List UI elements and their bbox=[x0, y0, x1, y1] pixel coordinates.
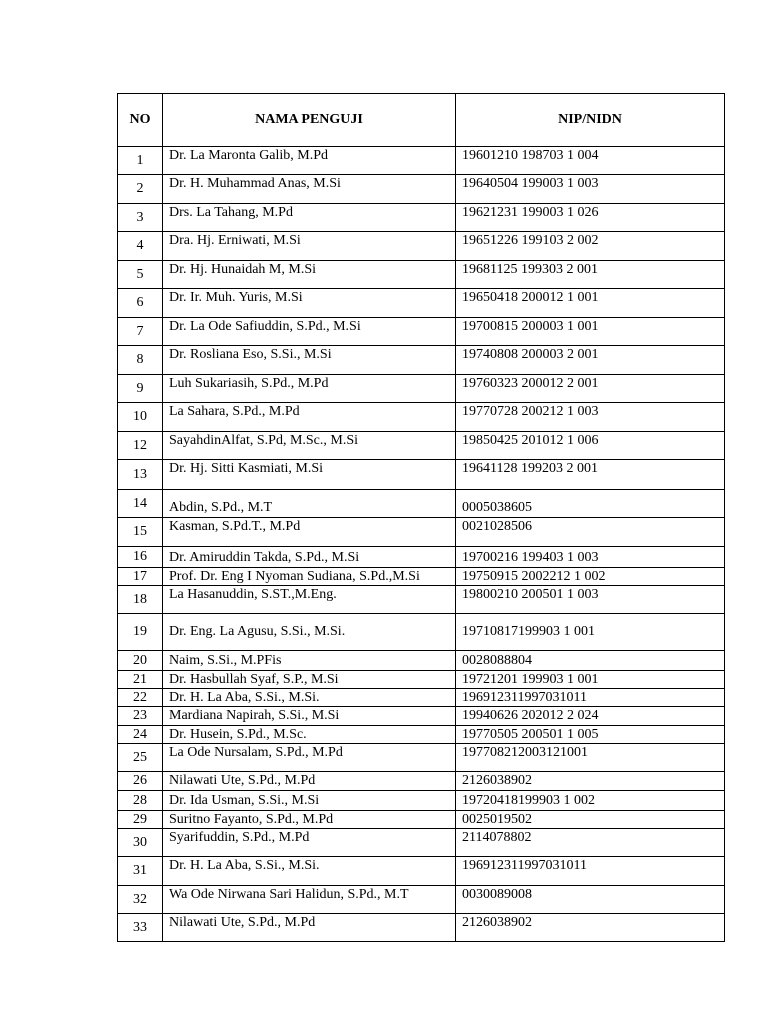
table-row bbox=[118, 403, 725, 432]
cell-no: 21 bbox=[118, 671, 163, 689]
cell-name: La Ode Nursalam, S.Pd., M.Pd bbox=[163, 744, 456, 772]
cell-nip: 19740808 200003 2 001 bbox=[456, 346, 725, 375]
cell-name: Dr. Eng. La Agusu, S.Si., M.Si. bbox=[163, 614, 456, 651]
cell-no: 7 bbox=[118, 318, 163, 346]
cell-nip: 2126038902 bbox=[456, 772, 725, 791]
cell-no: 9 bbox=[118, 375, 163, 403]
cell-nip: 19940626 202012 2 024 bbox=[456, 707, 725, 726]
table-row bbox=[118, 261, 725, 289]
cell-no: 15 bbox=[118, 518, 163, 547]
cell-name: Dr. Ir. Muh. Yuris, M.Si bbox=[163, 289, 456, 318]
cell-name: Wa Ode Nirwana Sari Halidun, S.Pd., M.T bbox=[163, 886, 456, 914]
table-row bbox=[118, 346, 725, 375]
cell-nip: 19681125 199303 2 001 bbox=[456, 261, 725, 289]
cell-no: 28 bbox=[118, 791, 163, 811]
cell-nip: 19750915 2002212 1 002 bbox=[456, 568, 725, 586]
cell-nip: 196912311997031011 bbox=[456, 857, 725, 886]
table-row bbox=[118, 671, 725, 689]
table-row bbox=[118, 232, 725, 261]
table-row bbox=[118, 772, 725, 791]
cell-nip: 0005038605 bbox=[456, 490, 725, 518]
cell-nip: 0030089008 bbox=[456, 886, 725, 914]
cell-name: Dr. Ida Usman, S.Si., M.Si bbox=[163, 791, 456, 811]
cell-name: Syarifuddin, S.Pd., M.Pd bbox=[163, 829, 456, 857]
cell-name: Dr. Amiruddin Takda, S.Pd., M.Si bbox=[163, 547, 456, 568]
table-body bbox=[118, 147, 725, 942]
cell-no: 13 bbox=[118, 460, 163, 490]
cell-nip: 19640504 199003 1 003 bbox=[456, 175, 725, 204]
table-row bbox=[118, 490, 725, 518]
cell-name: Naim, S.Si., M.PFis bbox=[163, 651, 456, 671]
cell-nip: 0028088804 bbox=[456, 651, 725, 671]
cell-no: 31 bbox=[118, 857, 163, 886]
cell-name: Drs. La Tahang, M.Pd bbox=[163, 204, 456, 232]
cell-nip: 19760323 200012 2 001 bbox=[456, 375, 725, 403]
cell-name: Prof. Dr. Eng I Nyoman Sudiana, S.Pd.,M.Si bbox=[163, 568, 456, 586]
cell-no: 14 bbox=[118, 490, 163, 518]
table-row bbox=[118, 547, 725, 568]
cell-no: 6 bbox=[118, 289, 163, 318]
table-row bbox=[118, 375, 725, 403]
cell-nip: 19641128 199203 2 001 bbox=[456, 460, 725, 490]
examiner-table bbox=[117, 93, 725, 942]
cell-name: Luh Sukariasih, S.Pd., M.Pd bbox=[163, 375, 456, 403]
cell-no: 26 bbox=[118, 772, 163, 791]
cell-nip: 19601210 198703 1 004 bbox=[456, 147, 725, 175]
cell-name: Nilawati Ute, S.Pd., M.Pd bbox=[163, 914, 456, 942]
table-row bbox=[118, 432, 725, 460]
cell-name: Dr. H. Muhammad Anas, M.Si bbox=[163, 175, 456, 204]
cell-no: 1 bbox=[118, 147, 163, 175]
cell-name: SayahdinAlfat, S.Pd, M.Sc., M.Si bbox=[163, 432, 456, 460]
cell-name: Mardiana Napirah, S.Si., M.Si bbox=[163, 707, 456, 726]
table-row bbox=[118, 586, 725, 614]
cell-name: Abdin, S.Pd., M.T bbox=[163, 490, 456, 518]
header-name: NAMA PENGUJI bbox=[163, 94, 456, 147]
cell-no: 5 bbox=[118, 261, 163, 289]
cell-no: 4 bbox=[118, 232, 163, 261]
cell-nip: 196912311997031011 bbox=[456, 689, 725, 707]
cell-name: Nilawati Ute, S.Pd., M.Pd bbox=[163, 772, 456, 791]
cell-name: Dra. Hj. Erniwati, M.Si bbox=[163, 232, 456, 261]
cell-name: Dr. H. La Aba, S.Si., M.Si. bbox=[163, 857, 456, 886]
cell-nip: 19721201 199903 1 001 bbox=[456, 671, 725, 689]
cell-name: Dr. Hj. Hunaidah M, M.Si bbox=[163, 261, 456, 289]
cell-nip: 19700216 199403 1 003 bbox=[456, 547, 725, 568]
table-row bbox=[118, 518, 725, 547]
cell-nip: 19770728 200212 1 003 bbox=[456, 403, 725, 432]
cell-name: La Hasanuddin, S.ST.,M.Eng. bbox=[163, 586, 456, 614]
cell-name: Kasman, S.Pd.T., M.Pd bbox=[163, 518, 456, 547]
table-row bbox=[118, 914, 725, 942]
cell-name: Dr. Hj. Sitti Kasmiati, M.Si bbox=[163, 460, 456, 490]
cell-nip: 19800210 200501 1 003 bbox=[456, 586, 725, 614]
cell-nip: 19850425 201012 1 006 bbox=[456, 432, 725, 460]
table-row bbox=[118, 744, 725, 772]
cell-no: 17 bbox=[118, 568, 163, 586]
cell-nip: 19710817199903 1 001 bbox=[456, 614, 725, 651]
table-row bbox=[118, 726, 725, 744]
cell-no: 19 bbox=[118, 614, 163, 651]
table-header-row bbox=[118, 94, 725, 147]
cell-name: Dr. La Ode Safiuddin, S.Pd., M.Si bbox=[163, 318, 456, 346]
table-row bbox=[118, 147, 725, 175]
cell-name: Dr. Hasbullah Syaf, S.P., M.Si bbox=[163, 671, 456, 689]
cell-nip: 2126038902 bbox=[456, 914, 725, 942]
table-row bbox=[118, 651, 725, 671]
table-row bbox=[118, 886, 725, 914]
cell-nip: 19720418199903 1 002 bbox=[456, 791, 725, 811]
cell-no: 32 bbox=[118, 886, 163, 914]
cell-no: 16 bbox=[118, 547, 163, 568]
table-row bbox=[118, 318, 725, 346]
cell-no: 3 bbox=[118, 204, 163, 232]
cell-name: Dr. Husein, S.Pd., M.Sc. bbox=[163, 726, 456, 744]
table-row bbox=[118, 829, 725, 857]
table-row bbox=[118, 689, 725, 707]
cell-no: 12 bbox=[118, 432, 163, 460]
cell-no: 2 bbox=[118, 175, 163, 204]
cell-name: Dr. H. La Aba, S.Si., M.Si. bbox=[163, 689, 456, 707]
cell-nip: 0025019502 bbox=[456, 811, 725, 829]
cell-name: La Sahara, S.Pd., M.Pd bbox=[163, 403, 456, 432]
table-row bbox=[118, 811, 725, 829]
cell-no: 29 bbox=[118, 811, 163, 829]
table-row bbox=[118, 791, 725, 811]
table-row bbox=[118, 289, 725, 318]
header-no: NO bbox=[118, 94, 163, 147]
table-row bbox=[118, 614, 725, 651]
cell-no: 24 bbox=[118, 726, 163, 744]
table-row bbox=[118, 204, 725, 232]
cell-nip: 19651226 199103 2 002 bbox=[456, 232, 725, 261]
cell-no: 22 bbox=[118, 689, 163, 707]
cell-nip: 197708212003121001 bbox=[456, 744, 725, 772]
table-row bbox=[118, 460, 725, 490]
cell-no: 33 bbox=[118, 914, 163, 942]
cell-nip: 2114078802 bbox=[456, 829, 725, 857]
examiner-table-container bbox=[117, 93, 724, 942]
cell-name: Dr. Rosliana Eso, S.Si., M.Si bbox=[163, 346, 456, 375]
cell-no: 10 bbox=[118, 403, 163, 432]
header-nip: NIP/NIDN bbox=[456, 94, 725, 147]
cell-nip: 19770505 200501 1 005 bbox=[456, 726, 725, 744]
cell-name: Dr. La Maronta Galib, M.Pd bbox=[163, 147, 456, 175]
table-row bbox=[118, 175, 725, 204]
table-row bbox=[118, 568, 725, 586]
cell-no: 23 bbox=[118, 707, 163, 726]
cell-nip: 0021028506 bbox=[456, 518, 725, 547]
cell-no: 25 bbox=[118, 744, 163, 772]
table-row bbox=[118, 857, 725, 886]
cell-no: 20 bbox=[118, 651, 163, 671]
cell-no: 8 bbox=[118, 346, 163, 375]
table-row bbox=[118, 707, 725, 726]
cell-no: 30 bbox=[118, 829, 163, 857]
cell-name: Suritno Fayanto, S.Pd., M.Pd bbox=[163, 811, 456, 829]
cell-no: 18 bbox=[118, 586, 163, 614]
cell-nip: 19700815 200003 1 001 bbox=[456, 318, 725, 346]
cell-nip: 19621231 199003 1 026 bbox=[456, 204, 725, 232]
cell-nip: 19650418 200012 1 001 bbox=[456, 289, 725, 318]
